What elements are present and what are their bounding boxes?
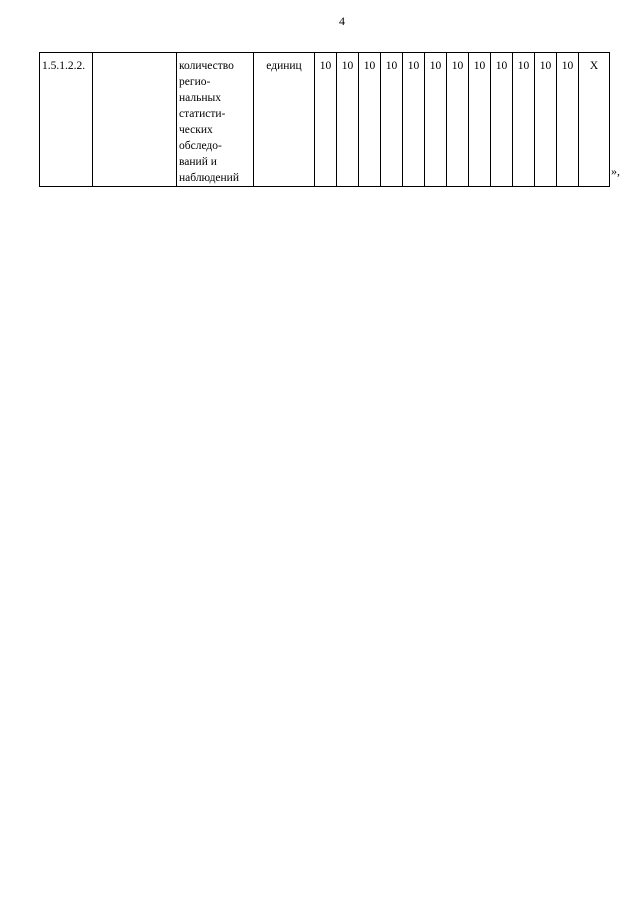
value-cell: 10 (447, 53, 469, 187)
row-code-cell: 1.5.1.2.2. (40, 53, 93, 187)
value-cell: 10 (469, 53, 491, 187)
indicator-name-line: статисти- (179, 108, 226, 120)
indicators-table (39, 52, 610, 187)
value-cell: 10 (491, 53, 513, 187)
table-row (40, 53, 610, 187)
value-cell: 10 (425, 53, 447, 187)
value-cell: 10 (403, 53, 425, 187)
indicator-name-line: количество (179, 60, 234, 72)
value-cell: 10 (315, 53, 337, 187)
closing-quote-mark: », (611, 164, 620, 178)
value-cell: 10 (359, 53, 381, 187)
value-cell: 10 (535, 53, 557, 187)
indicator-name-line: ваний и (179, 156, 217, 168)
indicator-name-line: ческих (179, 124, 213, 136)
empty-cell (93, 53, 177, 187)
last-value-cell: X (579, 53, 610, 187)
value-cell: 10 (381, 53, 403, 187)
indicator-name-line: регио- (179, 76, 211, 88)
page-number: 4 (339, 14, 345, 28)
indicator-name-line: обследо- (179, 140, 222, 152)
unit-cell: единиц (254, 53, 315, 187)
indicator-name-cell (177, 53, 254, 187)
value-cell: 10 (513, 53, 535, 187)
value-cell: 10 (337, 53, 359, 187)
indicator-name-line: наблюдений (179, 172, 239, 184)
value-cell: 10 (557, 53, 579, 187)
indicator-name-line: нальных (179, 92, 221, 104)
